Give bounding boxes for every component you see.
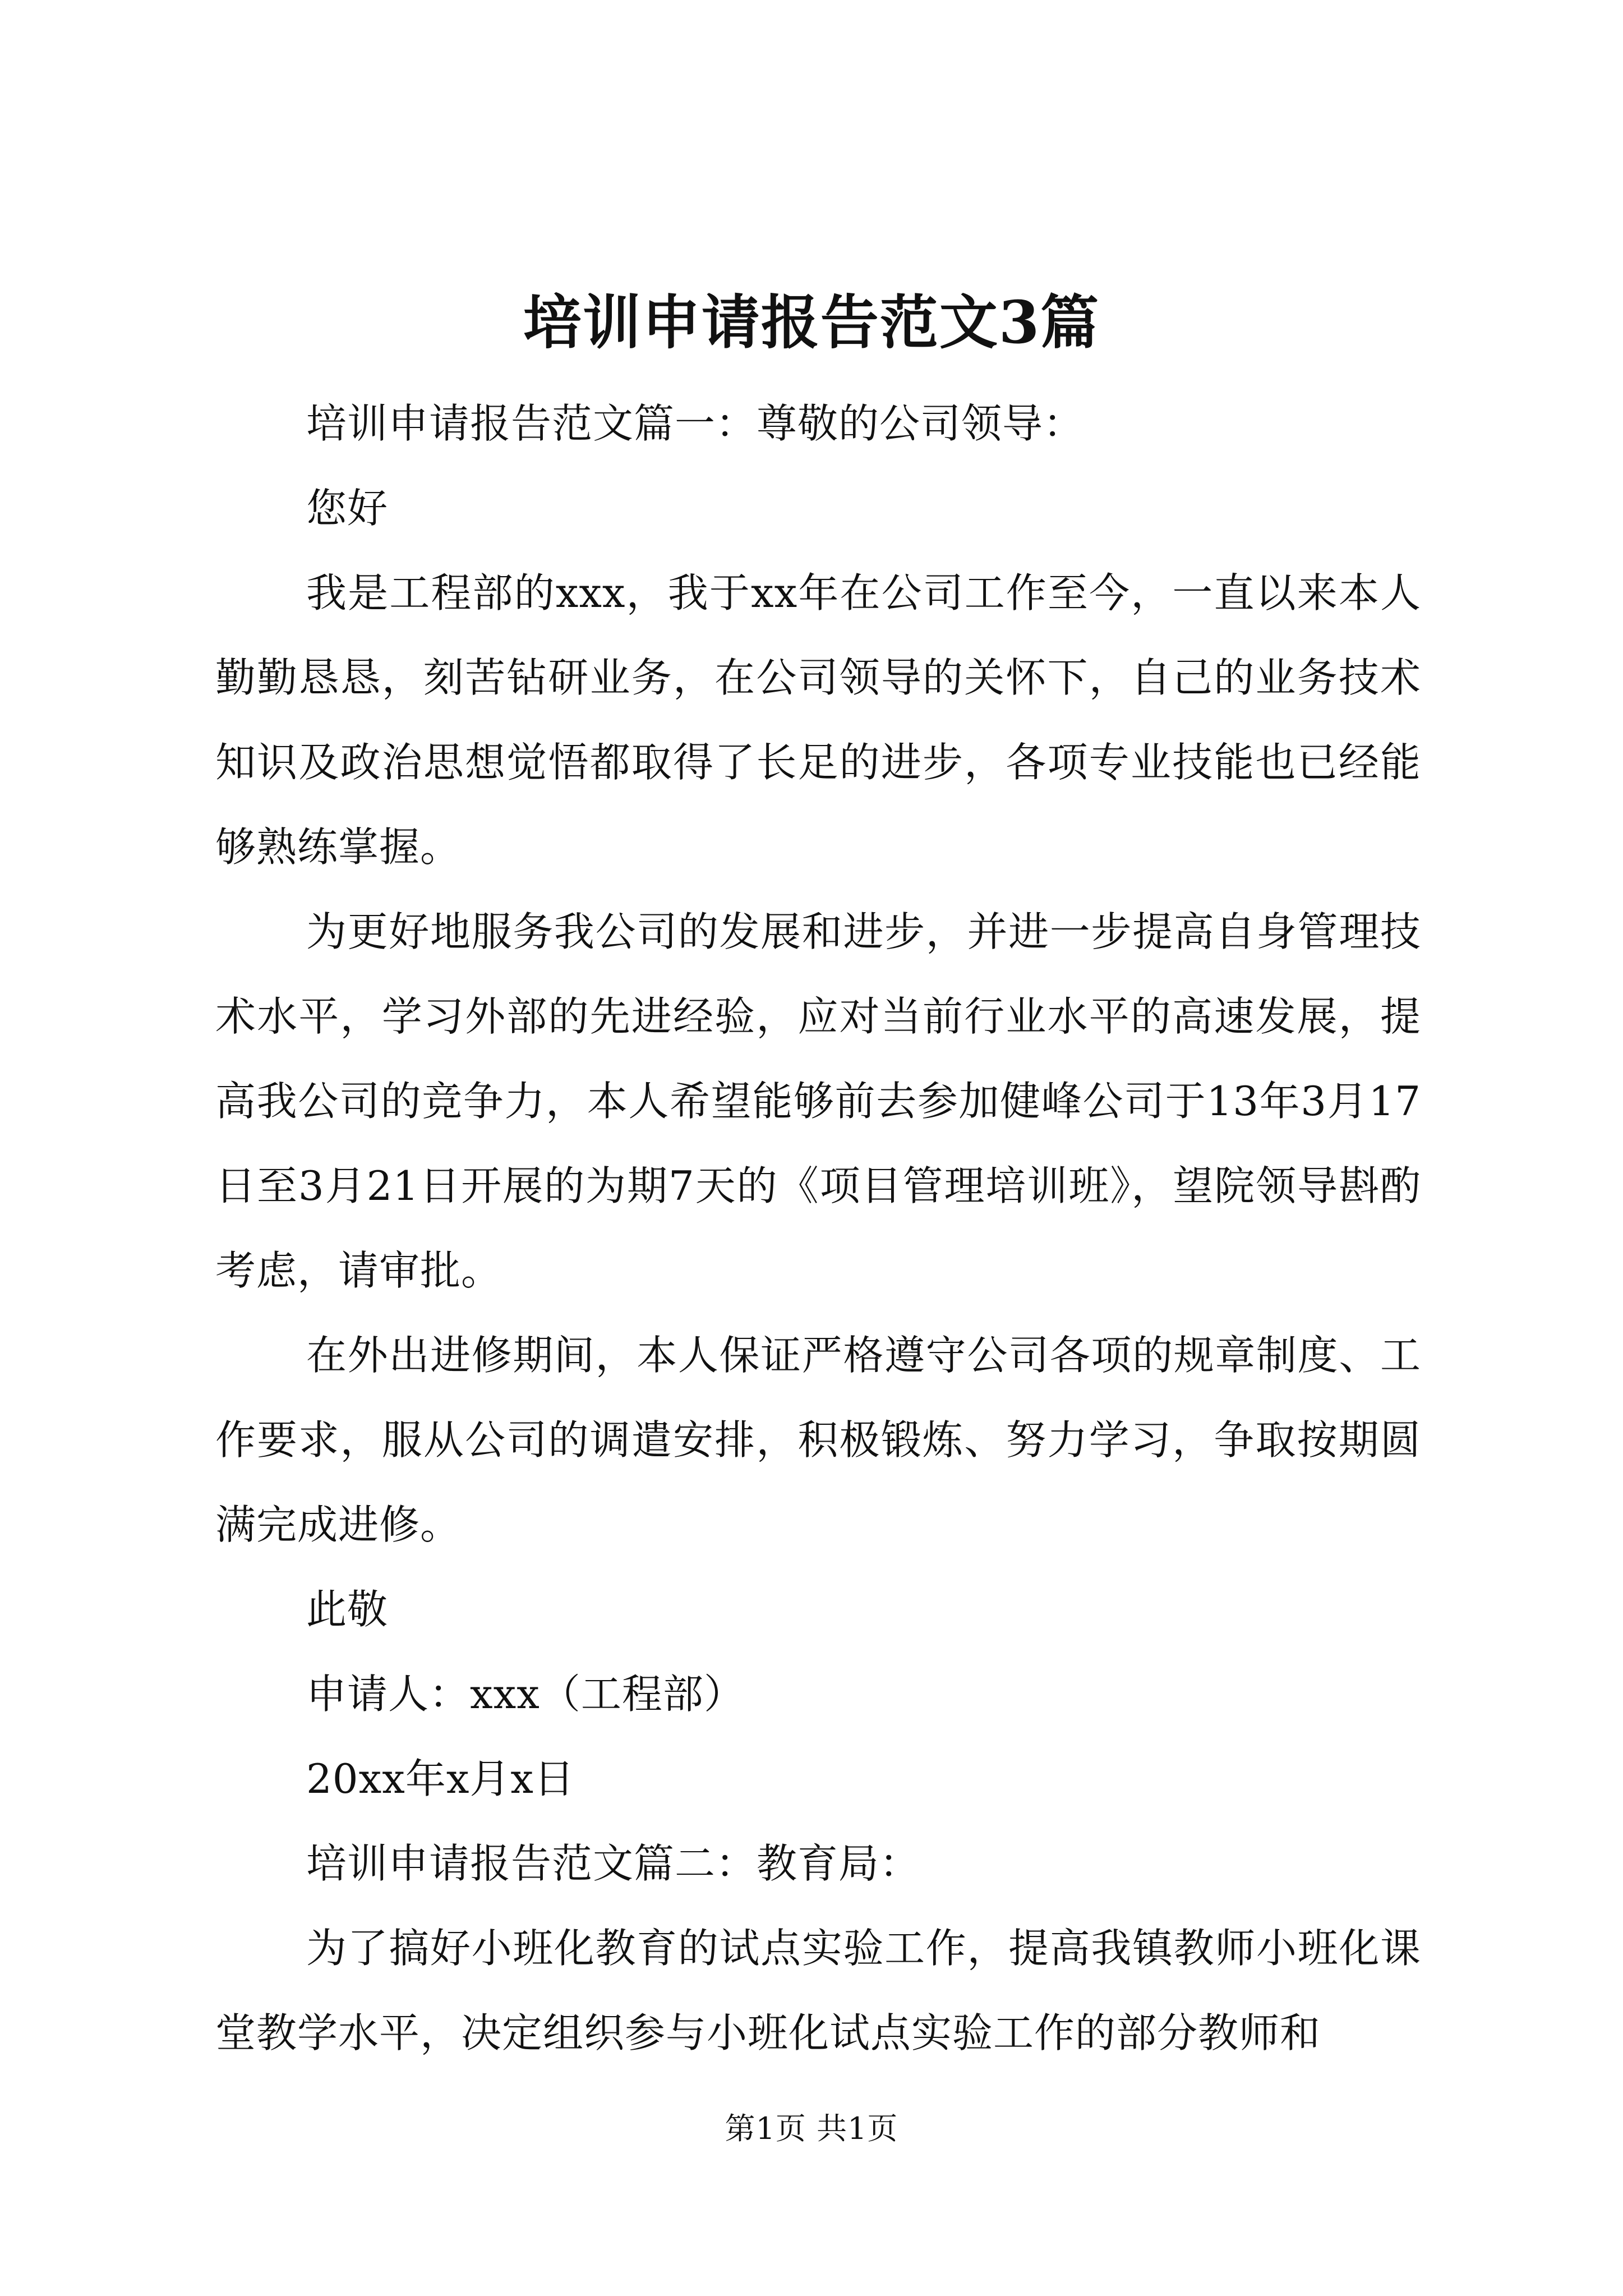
- greeting-line: 您好: [306, 485, 389, 532]
- section-two-heading: 培训申请报告范文篇二：教育局：: [306, 1840, 921, 1887]
- date-line: 20xx年x月x日: [306, 1755, 575, 1802]
- closing-line: 此敬: [306, 1586, 389, 1633]
- paragraph-training-request: 为更好地服务我公司的发展和进步，并进一步提高自身管理技术水平，学习外部的先进经验，应对当前行业水平的高速发展，提高我公司的竞争力，本人希望能够前去参加健峰公司于13年3月17日至3月21日开展的为期7天的《项目管理培训班》，望院领导斟酌考虑，请审批。: [215, 908, 1421, 1294]
- document-title: 培训申请报告范文3篇: [523, 288, 1100, 357]
- document-body: [215, 381, 1421, 2076]
- page-footer: 第1页 共1页: [725, 2111, 898, 2146]
- paragraph-section-two: 为了搞好小班化教育的试点实验工作，提高我镇教师小班化课堂教学水平，决定组织参与小班化试点实验工作的部分教师和: [215, 1925, 1421, 2056]
- paragraph-commitment: 在外出进修期间，本人保证严格遵守公司各项的规章制度、工作要求，服从公司的调遣安排，积极锻炼、努力学习，争取按期圆满完成进修。: [215, 1332, 1421, 1548]
- salutation-line: 培训申请报告范文篇一：尊敬的公司领导：: [306, 400, 1085, 447]
- paragraph-introduction: 我是工程部的xxx，我于xx年在公司工作至今，一直以来本人勤勤恳恳，刻苦钻研业务，在公司领导的关怀下，自己的业务技术知识及政治思想觉悟都取得了长足的进步，各项专业技能也已经能够熟练掌握。: [215, 569, 1421, 871]
- applicant-line: 申请人：xxx（工程部）: [306, 1671, 745, 1718]
